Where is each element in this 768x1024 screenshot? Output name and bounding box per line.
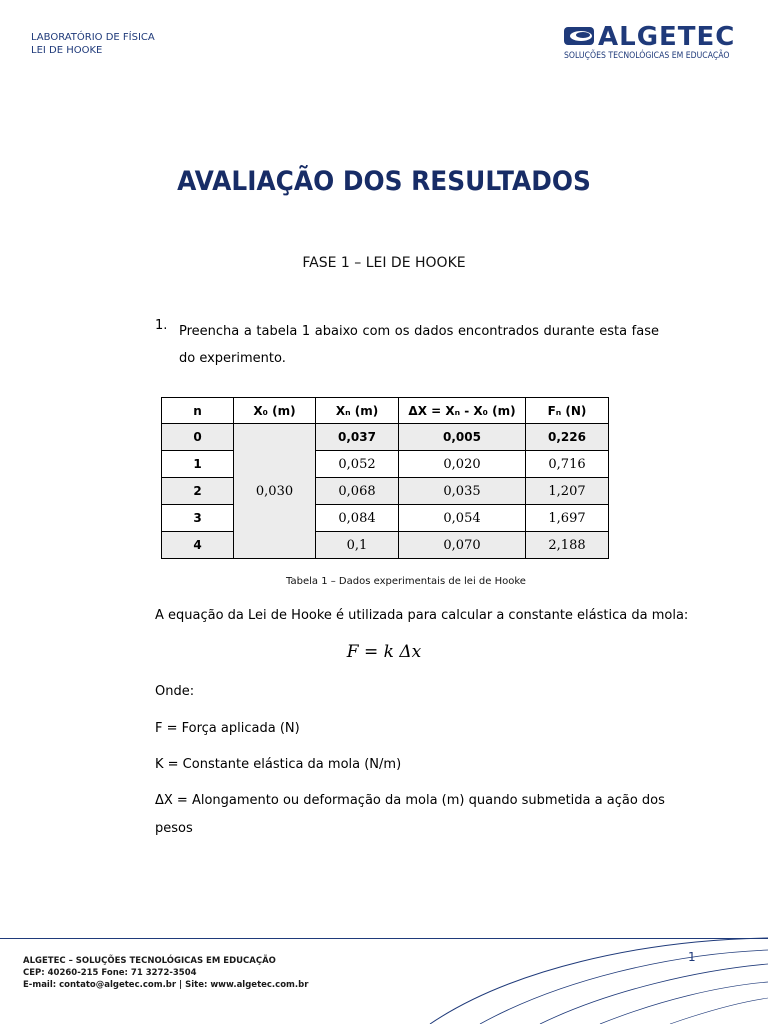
hooke-formula: F = k Δx <box>346 642 422 662</box>
logo-tagline: SOLUÇÕES TECNOLÓGICAS EM EDUCAÇÃO <box>564 51 730 61</box>
table-row <box>162 424 609 451</box>
table-header-row <box>162 398 609 424</box>
cell-n: 4 <box>162 532 234 559</box>
cell-xn: 0,084 <box>316 505 399 532</box>
algetec-logo <box>564 22 736 64</box>
cell-dx: 0,020 <box>399 451 526 478</box>
definition-constant: K = Constante elástica da mola (N/m) <box>155 757 402 772</box>
table-row <box>162 532 609 559</box>
algetec-logo-icon <box>564 25 596 47</box>
header-lab-info <box>31 31 155 57</box>
table-row <box>162 478 609 505</box>
results-table <box>161 397 609 559</box>
cell-x0: 0,030 <box>234 424 316 559</box>
cell-n: 0 <box>162 424 234 451</box>
header-subject: LEI DE HOOKE <box>31 45 103 56</box>
cell-dx: 0,005 <box>399 424 526 451</box>
footer-swoosh-decoration <box>420 930 768 1024</box>
page-number: 1 <box>688 950 696 964</box>
cell-n: 2 <box>162 478 234 505</box>
question-number: 1. <box>155 318 168 333</box>
cell-fn: 0,226 <box>526 424 609 451</box>
phase-heading: FASE 1 – LEI DE HOOKE <box>302 255 466 271</box>
footer-web: E-mail: contato@algetec.com.br | Site: www.algetec.com.br <box>23 980 309 990</box>
cell-fn: 2,188 <box>526 532 609 559</box>
col-header-dx: ΔX = Xₙ - X₀ (m) <box>399 398 526 424</box>
cell-n: 1 <box>162 451 234 478</box>
footer-company: ALGETEC – SOLUÇÕES TECNOLÓGICAS EM EDUCAÇÃO <box>23 956 276 966</box>
cell-fn: 1,207 <box>526 478 609 505</box>
col-header-n: n <box>162 398 234 424</box>
footer-contact <box>23 955 308 991</box>
table-caption: Tabela 1 – Dados experimentais de lei de Hooke <box>286 576 526 587</box>
col-header-xn: Xₙ (m) <box>316 398 399 424</box>
table-row <box>162 451 609 478</box>
cell-dx: 0,054 <box>399 505 526 532</box>
table-row <box>162 505 609 532</box>
col-header-fn: Fₙ (N) <box>526 398 609 424</box>
cell-xn: 0,068 <box>316 478 399 505</box>
header-lab-title: LABORATÓRIO DE FÍSICA <box>31 32 155 43</box>
hooke-intro-text: A equação da Lei de Hooke é utilizada para calcular a constante elástica da mola: <box>155 608 689 623</box>
question-text: Preencha a tabela 1 abaixo com os dados encontrados durante esta fase do experimento. <box>179 324 659 366</box>
page-title: AVALIAÇÃO DOS RESULTADOS <box>177 166 591 197</box>
cell-xn: 0,1 <box>316 532 399 559</box>
footer-address: CEP: 40260-215 Fone: 71 3272-3504 <box>23 968 197 978</box>
onde-label: Onde: <box>155 684 195 699</box>
cell-dx: 0,070 <box>399 532 526 559</box>
logo-name: ALGETEC <box>598 22 736 52</box>
cell-xn: 0,052 <box>316 451 399 478</box>
cell-dx: 0,035 <box>399 478 526 505</box>
cell-fn: 0,716 <box>526 451 609 478</box>
definition-elongation: ΔX = Alongamento ou deformação da mola (m) quando submetida a ação dos <box>155 793 665 808</box>
cell-fn: 1,697 <box>526 505 609 532</box>
col-header-x0: X₀ (m) <box>234 398 316 424</box>
definition-elongation-cont: pesos <box>155 821 193 836</box>
definition-force: F = Força aplicada (N) <box>155 721 300 736</box>
cell-n: 3 <box>162 505 234 532</box>
cell-xn: 0,037 <box>316 424 399 451</box>
